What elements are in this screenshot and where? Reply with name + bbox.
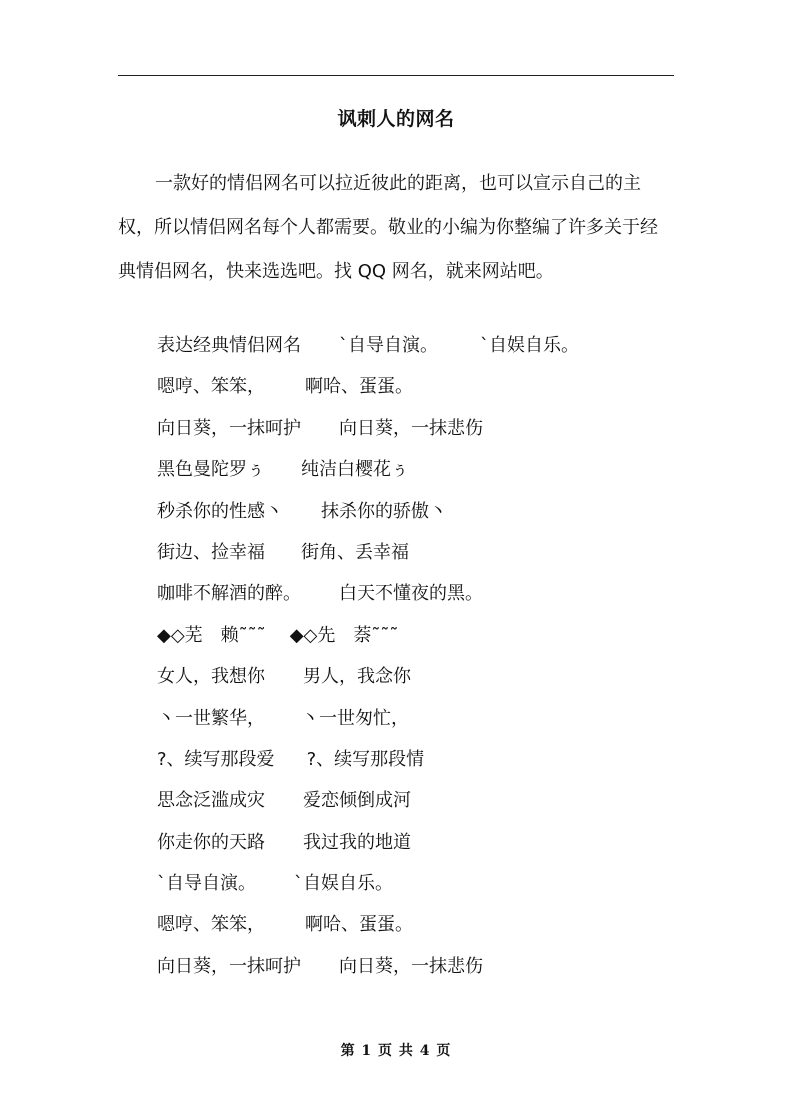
- pair-first: 丶一世繁华，: [157, 707, 265, 729]
- pair-first: 向日葵，一抹呵护: [157, 417, 301, 439]
- pair-second: 啊哈、蛋蛋。: [305, 376, 413, 398]
- list-item: [157, 909, 579, 950]
- list-item: [157, 703, 579, 744]
- pair-second: `自导自演。: [339, 335, 438, 356]
- pair-second: 男人，我念你: [303, 666, 411, 688]
- list-item: [157, 827, 579, 868]
- list-item: [157, 578, 579, 619]
- pair-first: 表达经典情侣网名: [157, 335, 301, 356]
- list-item: [157, 661, 579, 702]
- list-item: [157, 413, 579, 454]
- pair-first: 街边、捡幸福: [157, 541, 265, 563]
- pair-second: 啊哈、蛋蛋。: [305, 914, 413, 936]
- pair-first: 黑色曼陀罗ぅ: [157, 459, 265, 481]
- list-item: [157, 371, 579, 412]
- pair-first: `自导自演。: [157, 873, 256, 895]
- pair-second: 我过我的地道: [303, 831, 411, 853]
- nickname-pair-list: [157, 330, 579, 992]
- pair-second: 向日葵，一抹悲伤: [339, 955, 483, 977]
- pair-second: 街角、丢幸福: [301, 541, 409, 563]
- document-title: 讽刺人的网名: [337, 108, 455, 130]
- pair-second: ◆◇先 萘˜˜˜: [289, 624, 399, 646]
- list-item: [157, 868, 579, 909]
- list-item: [157, 330, 579, 371]
- list-item: [157, 620, 579, 661]
- list-item: [157, 785, 579, 826]
- list-item: [157, 496, 579, 537]
- pair-first: 嗯哼、笨笨，: [157, 376, 265, 398]
- pair-second: 向日葵，一抹悲伤: [339, 417, 483, 439]
- pair-first: 咖啡不解酒的醉。: [157, 583, 301, 605]
- pair-second: `自娱自乐。: [294, 873, 393, 895]
- pair-third: `自娱自乐。: [480, 335, 579, 356]
- pair-second: 白天不懂夜的黑。: [339, 583, 483, 605]
- pair-first: 嗯哼、笨笨，: [157, 914, 265, 936]
- pair-first: 女人，我想你: [157, 666, 265, 688]
- list-item: [157, 744, 579, 785]
- pair-first: 你走你的天路: [157, 831, 265, 853]
- pair-second: 抹杀你的骄傲丶: [321, 500, 447, 522]
- pair-first: 秒杀你的性感丶: [157, 500, 283, 522]
- pair-first: 思念泛滥成灾: [157, 790, 265, 812]
- list-item: [157, 951, 579, 992]
- intro-paragraph: 一款好的情侣网名可以拉近彼此的距离，也可以宣示自己的主权，所以情侣网名每个人都需要。敬业的小编为你整编了许多关于经典情侣网名，快来选选吧。找 QQ 网名，就来网站吧。: [118, 173, 658, 282]
- list-item: [157, 537, 579, 578]
- pair-first: ?、续写那段爱: [157, 748, 275, 770]
- header-rule: [118, 75, 674, 76]
- pair-second: 爱恋倾倒成河: [303, 790, 411, 812]
- pair-second: 丶一世匆忙，: [301, 707, 409, 729]
- pair-first: ◆◇芜 赖˜˜˜: [157, 624, 266, 646]
- pair-first: 向日葵，一抹呵护: [157, 955, 301, 977]
- list-item: [157, 454, 579, 495]
- pair-second: 纯洁白樱花ぅ: [301, 459, 409, 481]
- pair-second: ?、续写那段情: [306, 748, 425, 770]
- page-number-footer: 第 1 页 共 4 页: [340, 1043, 452, 1059]
